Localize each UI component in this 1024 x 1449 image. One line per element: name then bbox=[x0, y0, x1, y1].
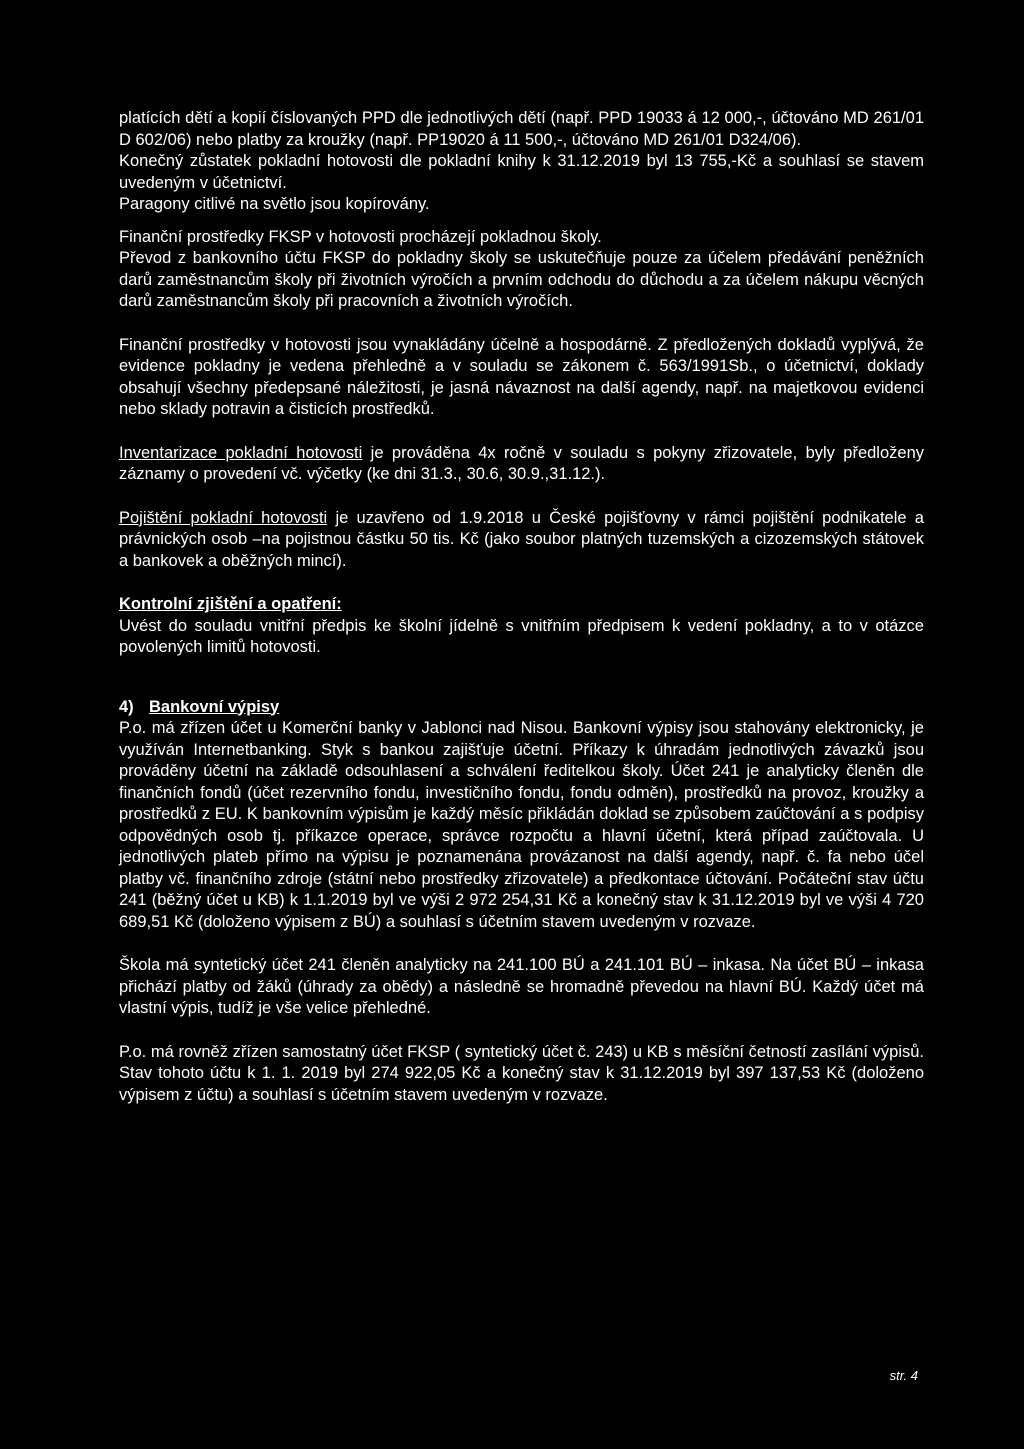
paragraph-synthetic-account: Škola má syntetický účet 241 členěn analyticky na 241.100 BÚ a 241.101 BÚ – inkasa. Na účet BÚ – inkasa přichází platby od žáků (úhrady za obědy) a následně se hromadně převedou na hlavní BÚ. Každý účet má vlastní výpis, tudíž je vše velice přehledné. bbox=[119, 956, 924, 1017]
paragraph-ppd-payments: platících dětí a kopií číslovaných PPD dle jednotlivých dětí (např. PPD 19033 á 12 000,-, účtováno MD 261/01 D 602/06) nebo platby za kroužky (např. PP19020 á 11 500,-, účtováno MD 261/01 D324/06). bbox=[119, 109, 924, 149]
page-number: str. 4 bbox=[889, 1368, 918, 1383]
paragraph-fksp-transfer: Převod z bankovního účtu FKSP do pokladny školy se uskutečňuje pouze za účelem předávání peněžních darů zaměstnancům školy při životních výročích a prvním odchodu do důchodu a za účelem nákupu věcných darů zaměstnancům školy při pracovních a životních výročích. bbox=[119, 249, 924, 310]
insurance-term: Pojištění pokladní hotovosti bbox=[119, 508, 328, 527]
section-number: 4) bbox=[119, 697, 134, 716]
paragraph-cash-balance: Konečný zůstatek pokladní hotovosti dle pokladní knihy k 31.12.2019 byl 13 755,-Kč a souhlasí se stavem uvedeným v účetnictví. bbox=[119, 152, 924, 192]
insurance-text: je uzavřeno od 1.9.2018 u České pojišťovny v rámci pojištění podnikatele a právnických osob –na pojistnou částku 50 tis. Kč (jako soubor platných tuzemských a cizozemských státovek a bankovek a oběžných mincí). bbox=[119, 508, 924, 570]
paragraph-fksp-account: P.o. má rovněž zřízen samostatný účet FKSP ( syntetický účet č. 243) u KB s měsíční četností zasílání výpisů. Stav tohoto účtu k 1. 1. 2019 byl 274 922,05 Kč a konečný stav k 31.12.2019 byl 397 137,53 Kč (doloženo výpisem z účtu) a souhlasí s účetním stavem uvedeným v rozvaze. bbox=[119, 1042, 924, 1104]
section-title: Bankovní výpisy bbox=[149, 697, 280, 716]
inventory-term: Inventarizace pokladní hotovosti bbox=[119, 443, 363, 462]
inventory-text: je prováděna 4x ročně v souladu s pokyny zřizovatele, byly předloženy záznamy o provedení vč. výčetky (ke dni 31.3., 30.6, 30.9.,31.12.). bbox=[119, 443, 924, 483]
paragraph-bank-account: P.o. má zřízen účet u Komerční banky v Jablonci nad Nisou. Bankovní výpisy jsou stahovány elektronicky, je využíván Internetbanking. Styk s bankou zajišťuje účetní. Příkazy k úhradám jednotlivých závazků jsou prováděny účetní na základě odsouhlasení a schválení ředitelkou školy. Účet 241 je analyticky členěn dle finančních fondů (účet rezervního fondu, investičního fondu, fondu odměn), prostředků na provoz, kroužky a prostředků z EU. K bankovním výpisům je každý měsíc přikládán doklad se způsobem zaúčtování a s podpisy odpovědných osob tj. příkazce operace, správce rozpočtu a hlavní účetní, která případ zaúčtovala. U jednotlivých plateb přímo na výpisu je poznamenána provázanost na další agendy, např. č. fa nebo účel platby vč. finančního zdroje (státní nebo prostředky zřizovatele) a předkontace účtování. Počáteční stav účtu 241 (běžný účet u KB) k 1.1.2019 byl ve výši 2 972 254,31 Kč a konečný stav k 31.12.2019 byl ve výši 4 720 689,51 Kč (doloženo výpisem z BÚ) a souhlasí s účetním stavem uvedeným v rozvaze. bbox=[119, 719, 924, 931]
section-heading-bank-statements bbox=[119, 697, 924, 719]
control-findings-text: Uvést do souladu vnitřní předpis ke školní jídelně s vnitřním předpisem k vedení pokladny, a to v otázce povolených limitů hotovosti. bbox=[119, 616, 924, 656]
paragraph-cash-spending: Finanční prostředky v hotovosti jsou vynakládány účelně a hospodárně. Z předložených dokladů vyplývá, že evidence pokladny je vedena přehledně a v souladu se zákonem č. 563/1991Sb., o účetnictví, doklady obsahují všechny předepsané náležitosti, je jasná návaznost na další agendy, např. na majetkovou evidenci nebo sklady potravin a čisticích prostředků. bbox=[119, 335, 924, 418]
control-findings-heading: Kontrolní zjištění a opatření: bbox=[119, 595, 342, 613]
paragraph-fksp-cash: Finanční prostředky FKSP v hotovosti procházejí pokladnou školy. bbox=[119, 227, 602, 246]
document-body bbox=[119, 108, 924, 1106]
paragraph-receipts-copied: Paragony citlivé na světlo jsou kopírovány. bbox=[119, 195, 430, 213]
paragraph-insurance bbox=[119, 508, 924, 573]
paragraph-inventory bbox=[119, 443, 924, 486]
